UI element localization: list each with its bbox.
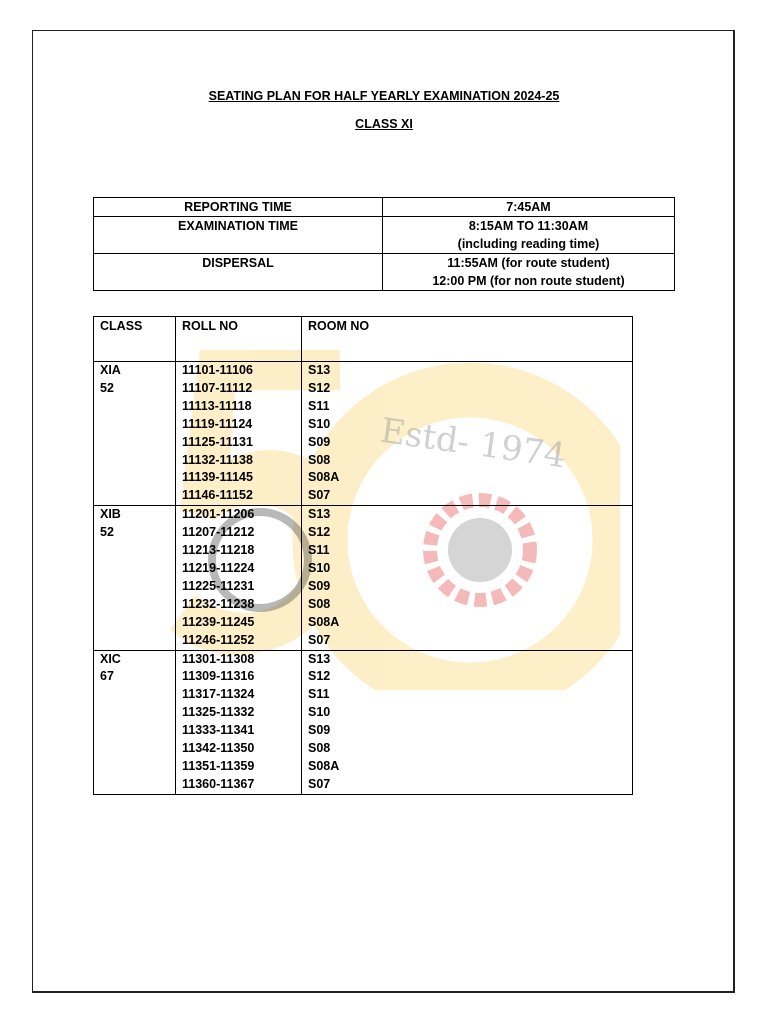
roll-range: 11246-11252	[176, 632, 302, 650]
table-row	[94, 452, 633, 470]
room-number: S12	[302, 668, 633, 686]
table-row	[94, 776, 633, 794]
class-cell	[94, 398, 176, 416]
roll-range: 11201-11206	[176, 506, 302, 524]
roll-range: 11239-11245	[176, 614, 302, 632]
roll-range: 11213-11218	[176, 542, 302, 560]
class-cell	[94, 542, 176, 560]
table-row	[94, 560, 633, 578]
room-number: S08A	[302, 614, 633, 632]
room-number: S08	[302, 452, 633, 470]
room-number: S09	[302, 434, 633, 452]
roll-range: 11119-11124	[176, 416, 302, 434]
class-cell	[94, 578, 176, 596]
watermark-text: Estd- 1974	[377, 410, 569, 477]
timing-value-line: (including reading time)	[457, 237, 600, 251]
timing-value	[383, 254, 675, 291]
room-number: S08	[302, 596, 633, 614]
table-row	[94, 686, 633, 704]
roll-range: 11232-11238	[176, 596, 302, 614]
timing-table	[93, 197, 675, 291]
table-row	[94, 722, 633, 740]
timing-value-line: 11:55AM (for route student)	[447, 256, 610, 270]
table-row	[94, 506, 633, 524]
roll-range: 11325-11332	[176, 704, 302, 722]
table-row	[94, 614, 633, 632]
room-number: S13	[302, 650, 633, 668]
header-roll-no: ROLL NO	[176, 317, 302, 362]
class-name: XIC	[94, 650, 176, 668]
roll-range: 11125-11131	[176, 434, 302, 452]
timing-row	[94, 254, 675, 291]
timing-row	[94, 217, 675, 254]
room-number: S08A	[302, 758, 633, 776]
room-number: S11	[302, 542, 633, 560]
room-number: S13	[302, 362, 633, 380]
table-row	[94, 469, 633, 487]
class-strength: 67	[94, 668, 176, 686]
room-number: S12	[302, 380, 633, 398]
roll-range: 11146-11152	[176, 487, 302, 505]
header-room-no: ROOM NO	[302, 317, 633, 362]
class-cell	[94, 632, 176, 650]
roll-range: 11333-11341	[176, 722, 302, 740]
class-cell	[94, 416, 176, 434]
roll-range: 11139-11145	[176, 469, 302, 487]
timing-value-line: 7:45AM	[506, 200, 551, 214]
table-row	[94, 578, 633, 596]
class-strength: 52	[94, 380, 176, 398]
timing-value-line: 8:15AM TO 11:30AM	[468, 219, 589, 233]
table-row	[94, 487, 633, 505]
roll-range: 11101-11106	[176, 362, 302, 380]
timing-label: REPORTING TIME	[94, 198, 383, 217]
roll-range: 11342-11350	[176, 740, 302, 758]
class-cell	[94, 776, 176, 794]
class-cell	[94, 722, 176, 740]
room-number: S11	[302, 398, 633, 416]
roll-range: 11360-11367	[176, 776, 302, 794]
table-row	[94, 398, 633, 416]
roll-range: 11207-11212	[176, 524, 302, 542]
roll-range: 11317-11324	[176, 686, 302, 704]
class-name: XIB	[94, 506, 176, 524]
timing-value	[383, 198, 675, 217]
table-row	[94, 650, 633, 668]
room-number: S08A	[302, 469, 633, 487]
room-number: S12	[302, 524, 633, 542]
table-row	[94, 704, 633, 722]
timing-label: EXAMINATION TIME	[94, 217, 383, 254]
roll-range: 11351-11359	[176, 758, 302, 776]
class-cell	[94, 469, 176, 487]
class-cell	[94, 740, 176, 758]
page-subtitle: CLASS XI	[355, 117, 413, 131]
roll-range: 11107-11112	[176, 380, 302, 398]
roll-range: 11132-11138	[176, 452, 302, 470]
class-cell	[94, 686, 176, 704]
table-row	[94, 434, 633, 452]
timing-value	[383, 217, 675, 254]
timing-value-line: 12:00 PM (for non route student)	[432, 274, 625, 288]
class-cell	[94, 452, 176, 470]
room-number: S13	[302, 506, 633, 524]
table-row	[94, 524, 633, 542]
room-number: S10	[302, 560, 633, 578]
table-row	[94, 632, 633, 650]
room-number: S10	[302, 704, 633, 722]
seating-header-row	[94, 317, 633, 362]
table-row	[94, 380, 633, 398]
timing-row	[94, 198, 675, 217]
class-cell	[94, 596, 176, 614]
roll-range: 11309-11316	[176, 668, 302, 686]
timing-label: DISPERSAL	[94, 254, 383, 291]
roll-range: 11225-11231	[176, 578, 302, 596]
room-number: S10	[302, 416, 633, 434]
room-number: S11	[302, 686, 633, 704]
table-row	[94, 542, 633, 560]
class-name: XIA	[94, 362, 176, 380]
roll-range: 11219-11224	[176, 560, 302, 578]
table-row	[94, 740, 633, 758]
header-class: CLASS	[94, 317, 176, 362]
room-number: S08	[302, 740, 633, 758]
class-cell	[94, 614, 176, 632]
class-strength: 52	[94, 524, 176, 542]
table-row	[94, 668, 633, 686]
roll-range: 11113-11118	[176, 398, 302, 416]
table-row	[94, 758, 633, 776]
seating-table	[93, 316, 633, 795]
roll-range: 11301-11308	[176, 650, 302, 668]
class-cell	[94, 758, 176, 776]
room-number: S09	[302, 578, 633, 596]
table-row	[94, 362, 633, 380]
table-row	[94, 416, 633, 434]
room-number: S07	[302, 776, 633, 794]
room-number: S09	[302, 722, 633, 740]
class-cell	[94, 560, 176, 578]
room-number: S07	[302, 632, 633, 650]
class-cell	[94, 704, 176, 722]
class-cell	[94, 434, 176, 452]
room-number: S07	[302, 487, 633, 505]
page-title: SEATING PLAN FOR HALF YEARLY EXAMINATION 2024-25	[208, 89, 560, 103]
class-cell	[94, 487, 176, 505]
table-row	[94, 596, 633, 614]
